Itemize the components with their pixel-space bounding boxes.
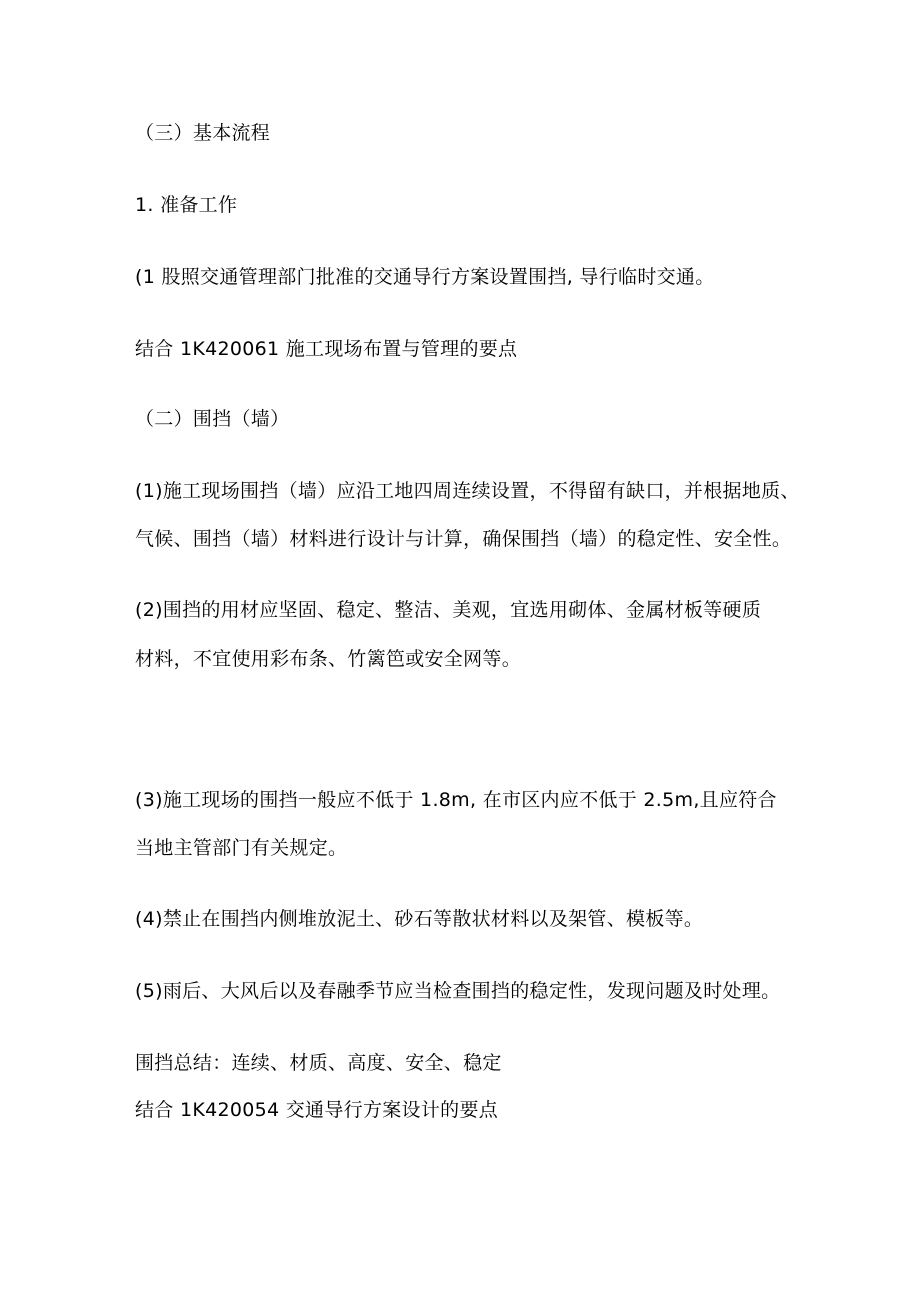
paragraph-item-3-line-2: 当地主管部门有关规定。 [135, 837, 348, 859]
paragraph-traffic-plan: (1 股照交通管理部门批准的交通导行方案设置围挡, 导行临时交通。 [135, 266, 715, 288]
paragraph-item-3-line-1: (3)施工现场的围挡一般应不低于 1.8m, 在市区内应不低于 2.5m,且应符合 [135, 789, 777, 811]
paragraph-item-2-line-2: 材料，不宜使用彩布条、竹篱笆或安全网等。 [135, 648, 522, 670]
section-heading-basic-process: （三）基本流程 [135, 122, 271, 144]
enclosure-summary: 围挡总结：连续、材质、高度、安全、稳定 [135, 1052, 502, 1074]
paragraph-item-1-line-2: 气候、围挡（墙）材料进行设计与计算，确保围挡（墙）的稳定性、安全性。 [135, 528, 792, 550]
paragraph-item-1-line-1: (1)施工现场围挡（墙）应沿工地四周连续设置，不得留有缺口，并根据地质、 [135, 480, 800, 502]
subheading-preparation: 1. 准备工作 [135, 194, 238, 216]
reference-1k420054: 结合 1K420054 交通导行方案设计的要点 [135, 1099, 499, 1121]
paragraph-item-5: (5)雨后、大风后以及春融季节应当检查围挡的稳定性，发现问题及时处理。 [135, 980, 781, 1002]
paragraph-item-2-line-1: (2)围挡的用材应坚固、稳定、整洁、美观，宜选用砌体、金属材板等硬质 [135, 599, 762, 621]
paragraph-item-4: (4)禁止在围挡内侧堆放泥土、砂石等散状材料以及架管、模板等。 [135, 908, 704, 930]
reference-1k420061: 结合 1K420061 施工现场布置与管理的要点 [135, 338, 518, 360]
section-heading-enclosure-wall: （二）围挡（墙） [135, 408, 290, 430]
